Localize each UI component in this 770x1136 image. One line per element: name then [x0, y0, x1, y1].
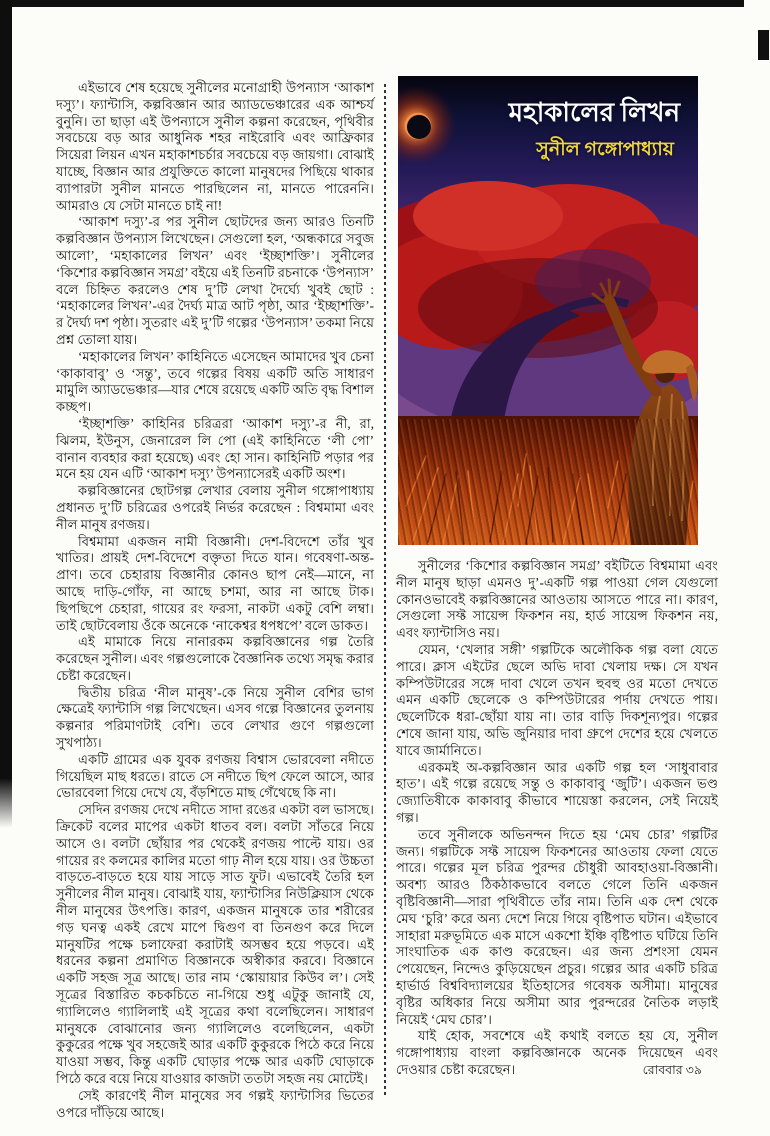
paragraph: সেদিন রণজয় দেখে নদীতে সাদা রঙের একটা বল ভাসছে। ক্রিকেট বলের মাপের একটা ধাতব বল। বলটা সাঁতরে নিয়ে আসে ও। বলটা ছোঁয়ার পর থেকেই রণজয় পাল্টে যায়। ওর গায়ের রং কলমের কালির মতো গাঢ় নীল হয়ে যায়। ওর উচ্চতা বাড়তে-বাড়তে হয়ে যায় সাড়ে সাত ফুট। এভাবেই তৈরি হল সুনীলের নীল মানুষ। বোঝাই যায়, ফ্যান্টাসির নিউক্লিয়াস থেকে নীল মানুষের উৎপত্তি। কারণ, একজন মানুষকে তার শরীরের গড় ঘনত্ব একই রেখে মাপে দ্বিগুণ বা তিনগুণ করে দিলে মানুষটির পক্ষে চলাফেরা করাটাই অসম্ভব হয়ে পড়বে। এই ধরনের কল্পনা প্রমাণিত বিজ্ঞানকে অস্বীকার করবে। বিজ্ঞানে একটি সহজ সূত্র আছে। তার নাম ‘স্কোয়ায়ার কিউব ল’। সেই সূত্রের বিস্তারিত কচকচিতে না-গিয়ে শুধু এটুকু জানাই যে, গ্যালিলেও গ্যালিলাই এই সূত্রের কথা বলেছিলেন। সাধারণ মানুষকে বোঝানোর জন্য গ্যালিলেও বলেছিলেন, একটা কুকুরের পক্ষে খুব সহজেই আর একটি কুকুরকে পিঠে করে নিয়ে যাওয়া সম্ভব, কিন্তু একটি ঘোড়ার পক্ষে আর একটি ঘোড়াকে পিঠে করে বয়ে নিয়ে যাওয়ার কাজটা ততটা সহজ নয় মোটেই।: [56, 802, 374, 1087]
book-cover: [398, 76, 698, 545]
page-footer: [396, 1062, 702, 1082]
paragraph: এই মামাকে নিয়ে নানারকম কল্পবিজ্ঞানের গল্প তৈরি করেছেন সুনীল। এবং গল্পগুলোকে বৈজ্ঞানিক তথ্যে সমৃদ্ধ করার চেষ্টা করেছেন।: [56, 634, 375, 683]
paragraph: একটি গ্রামের এক যুবক রণজয় বিশ্বাস ভোরবেলা নদীতে গিয়েছিল মাছ ধরতে। রাতে সে নদীতে ছিপ ফেলে আসে, আর ভোরবেলা গিয়ে দেখে যে, বঁড়শিতে মাছ গেঁথেছে কি না।: [56, 751, 374, 801]
cover-title: মহাকালের লিখন: [508, 98, 680, 127]
magazine-name-page-number: রোববার ৩৯: [642, 1063, 702, 1077]
paragraph: ‘ইচ্ছাশক্তি’ কাহিনির চরিত্ররা ‘আকাশ দস্যু’-র নী, রা, ঝিলম, ইউনুস, জেনারেল লি পো (এই কাহিনিতে ‘লী পো’ বানান ব্যবহার করা হয়েছে) এবং হো সান। কাহিনিটি পড়ার পর মনে হয় যেন এটি ‘আকাশ দস্যু’ উপন্যাসেরই একটি অংশ।: [56, 415, 374, 482]
article-left-column: [56, 80, 374, 1121]
scan-edge-top: [0, 0, 744, 7]
column-divider: [384, 84, 386, 1098]
paragraph: এইভাবে শেষ হয়েছে সুনীলের মনোগ্রাহী উপন্যাস ‘আকাশ দস্যু’। ফ্যান্টাসি, কল্পবিজ্ঞান আর অ্যাডভেঞ্চারের এক আশ্চর্য বুনুনি। তা ছাড়া এই উপন্যাসে সুনীল কল্পনা করেছেন, পৃথিবীর সবচেয়ে বড় আর আধুনিক শহর নাইরোবি এবং আফ্রিকার সিয়েরা লিয়ন এখন মহাকাশচর্চার সবচেয়ে বড় জায়গা। বোঝাই যাচ্ছে, বিজ্ঞান আর প্রযুক্তিতে কালো মানুষদের পিছিয়ে থাকার ব্যাপারটা সুনীল মানতে পারছিলেন না, মানতে পারেননি। আমরাও যে সেটা মানতে চাই না!: [56, 80, 374, 213]
article-right-column: [396, 76, 718, 1079]
paragraph: কল্পবিজ্ঞানের ছোটগল্প লেখার বেলায় সুনীল গঙ্গোপাধ্যায় প্রধানত দু’টি চরিত্রের ওপরেই নির্ভর করেছেন : বিশ্বমামা এবং নীল মানুষ রণজয়।: [56, 483, 374, 532]
paragraph: ‘আকাশ দস্যু’-র পর সুনীল ছোটদের জন্য আরও তিনটি কল্পবিজ্ঞান উপন্যাস লিখেছেন। সেগুলো হল, ‘অন্ধকারে সবুজ আলো’, ‘মহাকালের লিখন’ এবং ‘ইচ্ছাশক্তি’। সুনীলের ‘কিশোর কল্পবিজ্ঞান সমগ্র’ বইয়ে এই তিনটি রচনাকে ‘উপন্যাস’ বলে চিহ্নিত করলেও শেষ দু’টি লেখা দৈর্ঘ্যে খুবই ছোট : ‘মহাকালের লিখন’-এর দৈর্ঘ্য মাত্র আট পৃষ্ঠা, আর ‘ইচ্ছাশক্তি’-র দৈর্ঘ্য দশ পৃষ্ঠা। সুতরাং এই দু’টি গল্পের ‘উপন্যাস’ তকমা নিয়ে প্রশ্ন তোলা যায়।: [56, 214, 374, 347]
paragraph: তবে সুনীলকে অভিনন্দন দিতে হয় ‘মেঘ চোর’ গল্পটির জন্য। গল্পটিকে সফ্ট সায়েন্স ফিকশনের আওতায় ফেলা যেতে পারে। গল্পের মূল চরিত্র পুরন্দর চৌধুরী আবহাওয়া-বিজ্ঞানী। অবশ্য আরও ঠিকঠাকভাবে বলতে গেলে তিনি একজন বৃষ্টিবিজ্ঞানী—সারা পৃথিবীতে তাঁর নাম। তিনি এক দেশ থেকে মেঘ ‘চুরি’ করে অন্য দেশে নিয়ে গিয়ে বৃষ্টিপাত ঘটান। এইভাবে সাহারা মরুভূমিতে এক মাসে একশো ইঞ্চি বৃষ্টিপাত ঘটিয়ে তিনি সাংঘাতিক এক কাণ্ড করেছেন। এর জন্য প্রশংসা যেমন পেয়েছেন, নিন্দেও কুড়িয়েছেন প্রচুর। গল্পের আর একটি চরিত্র হার্ভার্ড বিশ্ববিদ্যালয়ের ইতিহাসের গবেষক অসীমা। মানুষের বৃষ্টির অধিকার নিয়ে অসীমা আর পুরন্দরের নৈতিক লড়াই নিয়েই ‘মেঘ চোর’।: [396, 826, 718, 1027]
paragraph: সুনীলের ‘কিশোর কল্পবিজ্ঞান সমগ্র’ বইটিতে বিশ্বমামা এবং নীল মানুষ ছাড়া এমনও দু’-একটি গল্প পাওয়া গেল যেগুলো কোনওভাবেই কল্পবিজ্ঞানের আওতায় আসতে পারে না। কারণ, সেগুলো সফ্ট সায়েন্স ফিকশন নয়, হার্ড সায়েন্স ফিকশন নয়, এবং ফ্যান্টাসিও নয়।: [396, 558, 718, 641]
cover-author: সুনীল গঙ্গোপাধ্যায়: [536, 139, 674, 160]
scan-edge-left: [0, 0, 12, 828]
paragraph: সেই কারণেই নীল মানুষের সব গল্পই ফ্যান্টাসির ভিতের ওপরে দাঁড়িয়ে আছে।: [56, 1087, 374, 1120]
paragraph: ‘মহাকালের লিখন’ কাহিনিতে এসেছেন আমাদের খুব চেনা ‘কাকাবাবু’ ও ‘সন্তু’, তবে গল্পের বিষয় একটি অতি সাধারণ মামুলি অ্যাডভেঞ্চার—যার শেষে রয়েছে একটি অতি বৃদ্ধ বিশাল কচ্ছপ।: [56, 348, 374, 415]
paragraph: যেমন, ‘খেলার সঙ্গী’ গল্পটিকে অলৌকিক গল্প বলা যেতে পারে। ক্লাস এইটের ছেলে অভি দাবা খেলায় দক্ষ। সে যখন কম্পিউটারের সঙ্গে দাবা খেলে তখন হুবহু ওর মতো দেখতে এমন একটি ছেলেকে ও কম্পিউটারের পর্দায় দেখতে পায়। ছেলেটিকে ধরা-ছোঁয়া যায় না। তার বাড়ি দিকশূন্যপুর। গল্পের শেষে জানা যায়, অভি জুনিয়ার দাবা গ্রুপে দেশের হয়ে খেলতে যাবে জার্মানিতে।: [396, 641, 719, 758]
paragraph: যাই হোক, সবশেষে এই কথাই বলতে হয় যে, সুনীল গঙ্গোপাধ্যায় বাংলা কল্পবিজ্ঞানকে অনেক দিয়েছেন এবং দেওয়ার চেষ্টা করেছেন।: [396, 1028, 718, 1077]
scan-mark-top-right: [758, 30, 769, 60]
paragraph: এরকমই অ-কল্পবিজ্ঞান আর একটি গল্প হল ‘সাধুবাবার হাত’। এই গল্পে রয়েছে সন্তু ও কাকাবাবু ‘জুটি’। একজন ভণ্ড জ্যোতিষীকে কাকাবাবু কীভাবে শায়েস্তা করলেন, সেই নিয়েই গল্প।: [396, 759, 718, 825]
paragraph: দ্বিতীয় চরিত্র ‘নীল মানুষ’-কে নিয়ে সুনীল বেশির ভাগ ক্ষেত্রেই ফ্যান্টাসি গল্প লিখেছেন। এসব গল্পে বিজ্ঞানের তুলনায় কল্পনার পরিমাণটাই বেশি। তবে লেখার গুণে গল্পগুলো সুখপাঠ্য।: [56, 684, 374, 751]
paragraph: বিশ্বমামা একজন নামী বিজ্ঞানী। দেশ-বিদেশে তাঁর খুব খাতির। প্রায়ই দেশ-বিদেশে বক্তৃতা দিতে যান। গবেষণা-অন্ত-প্রাণ। তবে চেহারায় বিজ্ঞানীর কোনও ছাপ নেই—মানে, না আছে দাড়ি-গোঁফ, না আছে চশমা, আর না আছে টাক। ছিপছিপে চেহারা, গায়ের রং ফরসা, নাকটা একটু বেশি লম্বা। তাই ছোটবেলায় ওঁকে অনেকে ‘নাকেশ্বর ধপধপে’ বলে ডাকত।: [56, 533, 374, 633]
